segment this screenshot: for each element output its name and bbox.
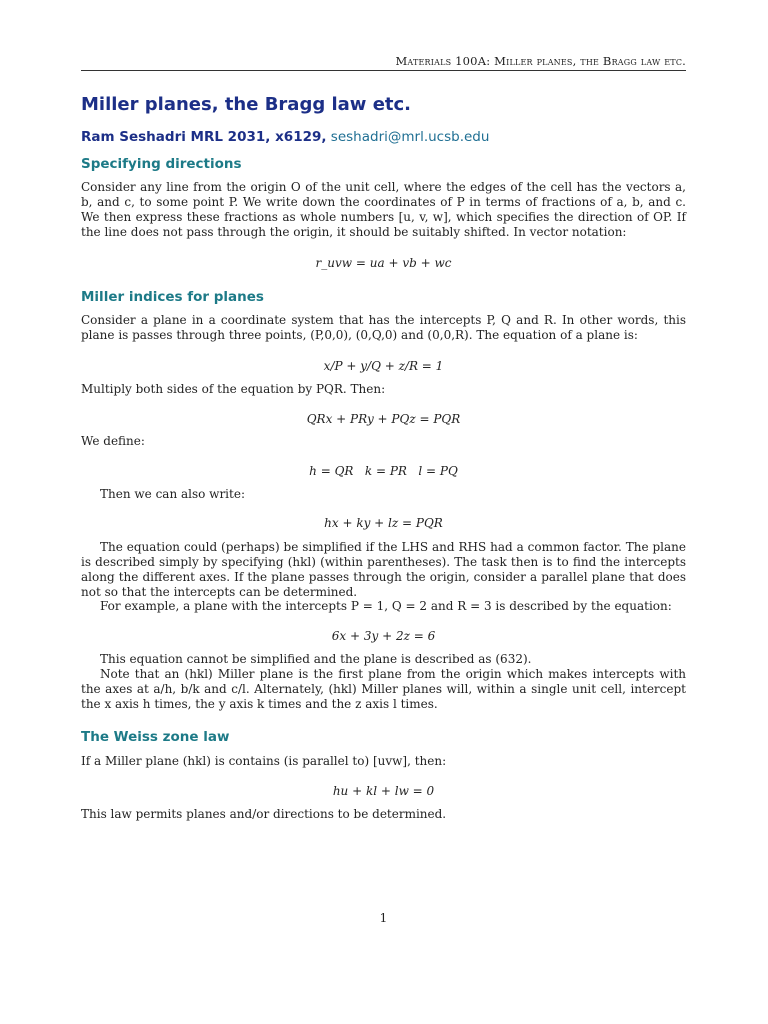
paragraph-common-factor: The equation could (perhaps) be simplified if the LHS and RHS had a common factor. The plane is described simply by specifying (hkl) (within parentheses). The task then is to find the intercepts along the different axes. If the plane passes through the origin, consider a parallel plane that does not so that the intercepts can be determined. [81,540,686,599]
running-head: Materials 100A: Miller planes, the Bragg law etc. [395,54,686,68]
equation-ruvw: r_uvw = ua + vb + wc [315,256,452,270]
equation-example: 6x + 3y + 2z = 6 [331,629,436,643]
author-email-link[interactable]: seshadri@mrl.ucsb.edu [330,129,490,145]
paragraph-directions: Consider any line from the origin O of the unit cell, where the edges of the cell has the vectors a, b, and c, to some point P. We write down the coordinates of P in terms of fractions of a, b, and c. We then express these fractions as whole numbers [u, v, w], which specifies the direction of OP. If the line does not pass through the origin, it should be suitably shifted. In vector notation: [81,180,686,239]
paragraph-weiss: If a Miller plane (hkl) is contains (is parallel to) [uvw], then: [81,754,447,768]
paragraph-weiss-permits: This law permits planes and/or directions to be determined. [81,807,447,821]
paragraph-632: This equation cannot be simplified and the plane is described as (632). [100,652,532,666]
section-heading-weiss: The Weiss zone law [81,729,230,745]
section-heading-miller: Miller indices for planes [81,289,264,305]
paragraph-note-first-plane: Note that an (hkl) Miller plane is the first plane from the origin which makes intercepts with the axes at a/h, b/k and c/l. Alternately, (hkl) Miller planes will, within a single unit cell, intercept the x axis h times, the y axis k times and the z axis l times. [81,667,686,711]
paragraph-example: For example, a plane with the intercepts P = 1, Q = 2 and R = 3 is described by the equation: [100,599,672,613]
paragraph-also-write: Then we can also write: [100,487,245,501]
author-line [81,129,489,145]
equation-hkl-definition: h = QR k = PR l = PQ [309,464,458,478]
paragraph-define: We define: [81,434,145,448]
section-heading-directions: Specifying directions [81,156,242,172]
author-name: Ram Seshadri MRL 2031, x6129, [81,129,327,145]
paragraph-plane-intercepts: Consider a plane in a coordinate system that has the intercepts P, Q and R. In other words, this plane is passes through three points, (P,0,0), (0,Q,0) and (0,0,R). The equation of a plane is: [81,313,686,342]
equation-hkl-plane: hx + ky + lz = PQR [324,516,443,530]
paragraph-multiply: Multiply both sides of the equation by PQR. Then: [81,382,386,396]
page-number: 1 [379,911,388,925]
equation-plane: x/P + y/Q + z/R = 1 [323,359,444,373]
equation-weiss: hu + kl + lw = 0 [332,784,435,798]
equation-pqr: QRx + PRy + PQz = PQR [306,412,461,426]
header-rule [81,70,686,71]
paper-title: Miller planes, the Bragg law etc. [81,94,412,115]
